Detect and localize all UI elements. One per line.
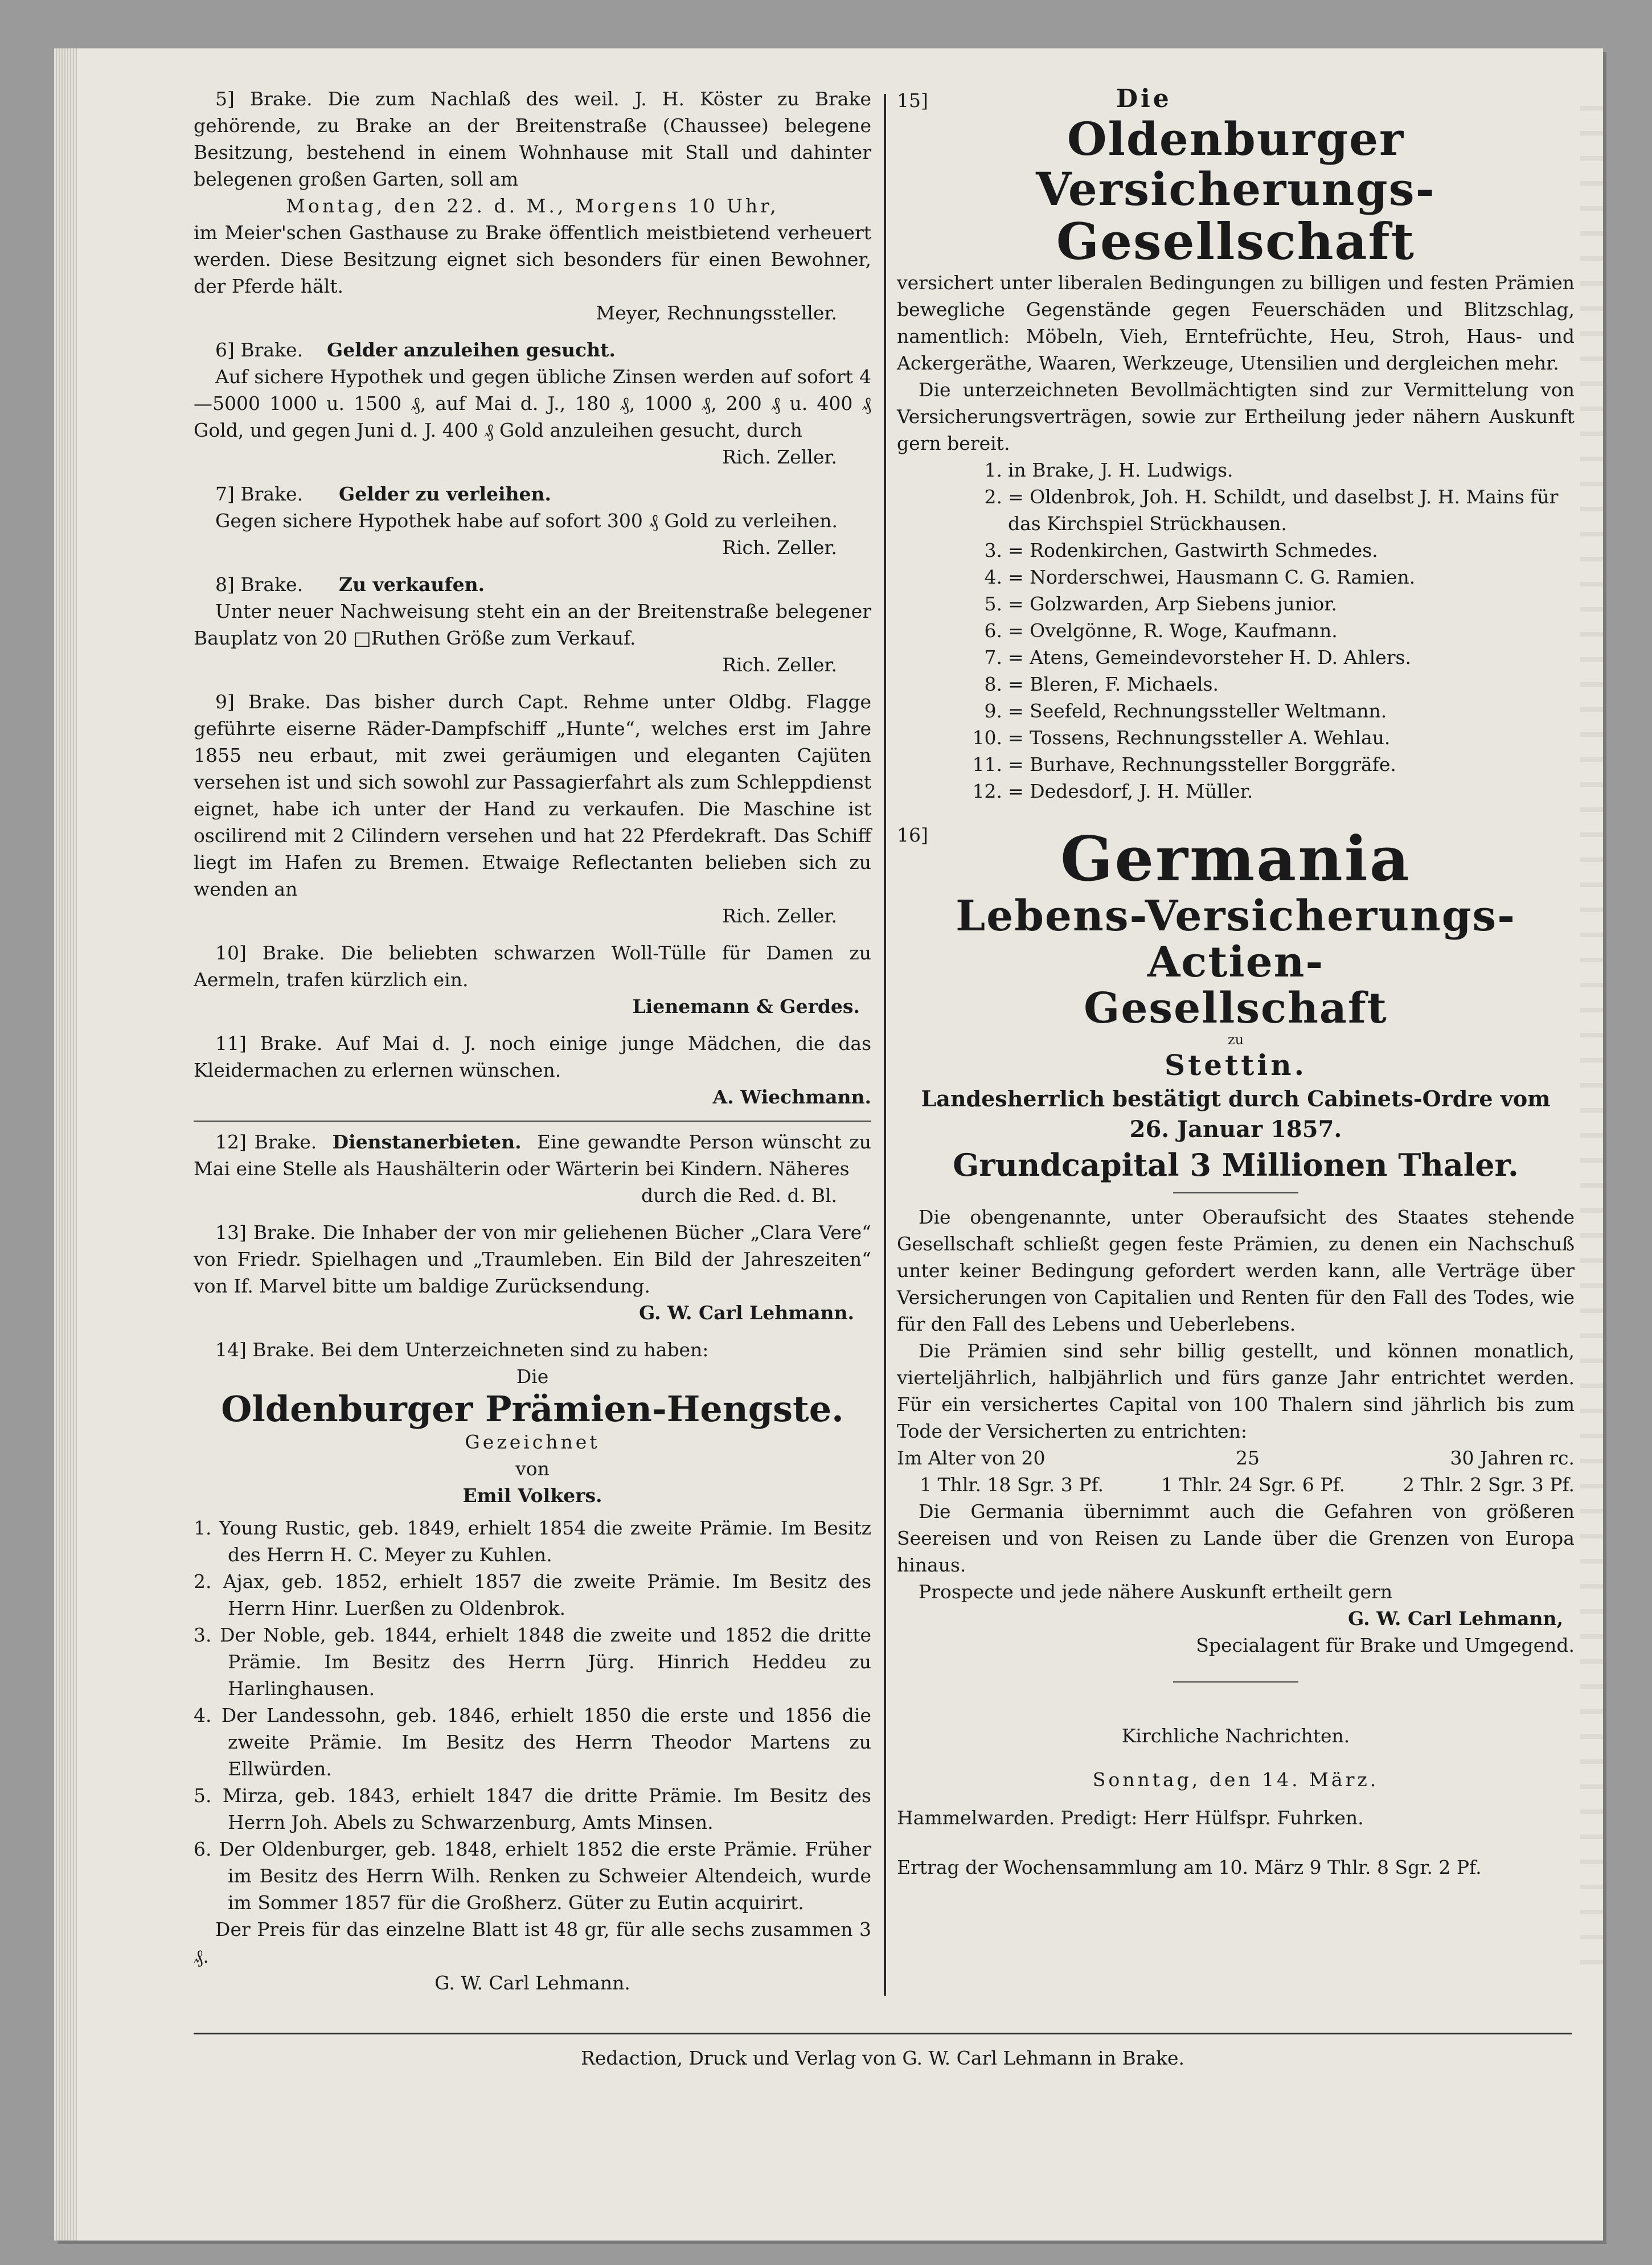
ad-16-title3: Gesellschaft xyxy=(1084,984,1388,1033)
ad-8-title: Zu verkaufen. xyxy=(339,573,485,596)
ad-11-text: 11] Brake. Auf Mai d. J. noch einige junge Mädchen, die das Kleidermachen zu erlernen wünschen. xyxy=(194,1032,871,1081)
ad-16-text: Die obengenannte, unter Oberaufsicht des Staates stehende Gesellschaft schließt gegen feste Prämien, zu denen ein Nachschuß unter keiner Bedingung gefordert werden kann, alle Verträge über Versicherungen von Capitalien und Renten für den Fall des Todes, wie für den Fall des Lebens und Ueberlebens. xyxy=(897,1206,1575,1336)
ad-6-sign: Rich. Zeller. xyxy=(722,446,837,468)
agent-item: 9. = Seefeld, Rechnungssteller Weltmann. xyxy=(984,699,1387,722)
agent-item: 4. = Norderschwei, Hausmann C. G. Ramien. xyxy=(984,565,1416,588)
separator xyxy=(1173,1192,1298,1193)
horse-item-6: 6. Der Oldenburger, geb. 1848, erhielt 1852 die erste Prämie. Früher im Besitz des Herrn Wilh. Renken zu Schweier Altendeich, wurde im Sommer 1857 für die Großherz. Güter zu Eutin acquirirt. xyxy=(194,1838,871,1914)
agent-item: 10. = Tossens, Rechnungssteller A. Wehlau. xyxy=(972,726,1391,749)
horse-item-5: 5. Mirza, geb. 1843, erhielt 1847 die dritte Prämie. Im Besitz des Herrn Joh. Abels zu Schwarzenburg, Amts Minsen. xyxy=(194,1784,871,1834)
separator xyxy=(1173,1681,1298,1683)
agent-item: 8. = Bleren, F. Michaels. xyxy=(984,672,1219,695)
ad-16-sign: G. W. Carl Lehmann, xyxy=(1348,1607,1563,1630)
ad-7 xyxy=(194,481,871,561)
ad-7-title: Gelder zu verleihen. xyxy=(339,483,552,505)
ad-16-capital: Grundcapital 3 Millionen Thaler. xyxy=(953,1146,1519,1183)
ad-16-text2: Die Prämien sind sehr billig gestellt, und können monatlich, vierteljährlich, halbjährlich und fürs ganze Jahr entrichtet werden. Für ein versichertes Capital von 100 Thalern sind jährlich bis zum Tode der Versicherten zu entrichten: xyxy=(897,1340,1575,1443)
ad-12-title: Dienstanerbieten. xyxy=(332,1131,522,1153)
ad-16-zu: zu xyxy=(1227,1031,1244,1048)
footer-rule xyxy=(194,2033,1572,2034)
ad-6-text: Auf sichere Hypothek und gegen übliche Zinsen werden auf sofort 4—5000 1000 u. 1500 ₰, auf Mai d. J., 180 ₰, 1000 ₰, 200 ₰ u. 400 ₰ Gold, und gegen Juni d. J. 400 ₰ Gold anzuleihen gesucht, durch xyxy=(194,366,871,441)
ad-8-text: Unter neuer Nachweisung steht ein an der Breitenstraße belegener Bauplatz von 20 □Ruthen Größe zum Verkauf. xyxy=(194,600,871,649)
ad-15-num: 15] xyxy=(897,89,928,112)
bleed-through-edge xyxy=(1580,85,1603,1964)
page-edge xyxy=(54,48,77,2241)
ad-9-sign: Rich. Zeller. xyxy=(722,905,837,927)
horse-item-2: 2. Ajax, geb. 1852, erhielt 1857 die zweite Prämie. Im Besitz des Herrn Hinr. Luerßen zu Oldenbrok. xyxy=(194,1570,871,1620)
ad-14-sign: G. W. Carl Lehmann. xyxy=(434,1972,630,1995)
ad-14-price: Der Preis für das einzelne Blatt ist 48 gr, für alle sechs zusammen 3 ₰. xyxy=(194,1918,871,1968)
ad-12-text: Eine gewandte Person wünscht zu Mai eine Stelle als Haushälterin oder Wärterin bei Kindern. Näheres xyxy=(194,1131,872,1180)
ad-16-text4: Prospecte und jede nähere Auskunft ertheilt gern xyxy=(919,1581,1393,1603)
horse-item-1: 1. Young Rustic, geb. 1849, erhielt 1854 die zweite Prämie. Im Besitz des Herrn H. C. Meyer zu Kuhlen. xyxy=(194,1517,871,1566)
ad-9 xyxy=(194,688,871,929)
age-row: Im Alter von 20 25 30 Jahren rc. xyxy=(897,1447,1575,1470)
ad-11-sign: A. Wiechmann. xyxy=(712,1086,871,1108)
ad-13 xyxy=(194,1219,871,1326)
church-line2: Ertrag der Wochensammlung am 10. März 9 Thlr. 8 Sgr. 2 Pf. xyxy=(897,1856,1482,1879)
ad-8 xyxy=(194,571,871,678)
ad-15-title1: Oldenburger Versicherungs- xyxy=(1036,112,1436,216)
ad-12 xyxy=(194,1129,871,1209)
horse-item-4: 4. Der Landessohn, geb. 1846, erhielt 1850 die erste und 1856 die zweite Prämie. Im Besitz des Herrn Theodor Martens zu Ellwürden. xyxy=(194,1704,871,1780)
ad-12-sign: durch die Red. d. Bl. xyxy=(641,1184,837,1207)
agent-item: 7. = Atens, Gemeindevorsteher H. D. Ahlers. xyxy=(984,646,1411,668)
ad-6 xyxy=(194,337,871,470)
agent-item: 3. = Rodenkirchen, Gastwirth Schmedes. xyxy=(984,539,1378,561)
ad-13-text: 13] Brake. Die Inhaber der von mir geliehenen Bücher „Clara Vere“ von Friedr. Spielhagen und „Traumleben. Ein Bild der Jahreszeiten“ von If. Marvel bitte um baldige Zurücksendung. xyxy=(194,1221,871,1297)
ad-8-sign: Rich. Zeller. xyxy=(722,654,837,676)
left-column xyxy=(194,85,871,2007)
ad-12-head: 12] Brake. xyxy=(215,1131,317,1153)
ad-16-date: 26. Januar 1857. xyxy=(1129,1115,1342,1143)
ad-14-von: von xyxy=(515,1458,550,1480)
ad-7-head: 7] Brake. xyxy=(215,483,304,505)
ad-5 xyxy=(194,85,871,326)
ad-5-text2: im Meier'schen Gasthause zu Brake öffentlich meistbietend verheuert werden. Diese Besitzung eignet sich besonders für einen Bewohner, der Pferde hält. xyxy=(194,221,871,297)
ad-11 xyxy=(194,1030,871,1110)
ad-10 xyxy=(194,939,871,1020)
ad-16-text3: Die Germania übernimmt auch die Gefahren von größeren Seereisen und von Reisen zu Lande über die Grenzen von Europa hinaus. xyxy=(897,1500,1575,1577)
agent-item: 6. = Ovelgönne, R. Woge, Kaufmann. xyxy=(984,619,1338,642)
ad-14 xyxy=(194,1336,871,1996)
ad-14-author: Emil Volkers. xyxy=(462,1484,602,1507)
ad-9-text: 9] Brake. Das bisher durch Capt. Rehme unter Oldbg. Flagge geführte eiserne Räder-Dampfschiff „Hunte“, welches erst im Jahre 1855 neu erbaut, mit zwei geräumigen und eleganten Cajüten versehen ist und sich sowohl zur Passagierfahrt als zum Schleppdienst eignet, habe ich unter der Hand zu verkaufen. Die Maschine ist oscilirend mit 2 Cilindern versehen und hat 22 Pferdekraft. Das Schiff liegt im Hafen zu Bremen. Etwaige Reflectanten belieben sich zu wenden an xyxy=(194,691,871,900)
ad-5-text: 5] Brake. Die zum Nachlaß des weil. J. H. Köster zu Brake gehörende, zu Brake an der Breitenstraße (Chaussee) belegene Besitzung, bestehend in einem Wohnhause mit Stall und dahinter belegenen großen Garten, soll am xyxy=(194,88,871,190)
ad-8-head: 8] Brake. xyxy=(215,573,304,596)
ad-16-num: 16] xyxy=(897,823,928,846)
church-line1: Hammelwarden. Predigt: Herr Hülfspr. Fuhrken. xyxy=(897,1807,1364,1829)
right-column xyxy=(897,85,1575,1881)
ad-16 xyxy=(897,822,1575,1659)
ad-14-die: Die xyxy=(516,1365,549,1388)
separator xyxy=(194,1121,871,1122)
ad-7-sign: Rich. Zeller. xyxy=(722,536,837,559)
ad-16-sign2: Specialagent für Brake und Umgegend. xyxy=(1196,1634,1575,1657)
ad-6-title: Gelder anzuleihen gesucht. xyxy=(327,339,616,361)
price-row: 1 Thlr. 18 Sgr. 3 Pf. 1 Thlr. 24 Sgr. 6 Pf. 2 Thlr. 2 Sgr. 3 Pf. xyxy=(920,1474,1575,1496)
ad-13-sign: G. W. Carl Lehmann. xyxy=(639,1302,854,1324)
column-divider xyxy=(884,94,886,1996)
ad-16-title1: Germania xyxy=(1060,823,1411,895)
agent-list xyxy=(897,457,1575,805)
ad-5-date: Montag, den 22. d. M., Morgens 10 Uhr, xyxy=(286,195,779,217)
ad-5-sign: Meyer, Rechnungssteller. xyxy=(596,302,837,324)
agent-item: 2. = Oldenbrok, Joh. H. Schildt, und daselbst J. H. Mains für das Kirchspiel Strückhausen. xyxy=(984,485,1559,535)
church-date: Sonntag, den 14. März. xyxy=(1092,1768,1379,1791)
ad-10-text: 10] Brake. Die beliebten schwarzen Woll-Tülle für Damen zu Aermeln, trafen kürzlich ein. xyxy=(194,942,871,991)
church-title: Kirchliche Nachrichten. xyxy=(1121,1725,1350,1747)
agent-item: 12. = Dedesdorf, J. H. Müller. xyxy=(972,779,1253,802)
ad-15-text2: Die unterzeichneten Bevollmächtigten sind zur Vermittelung von Versicherungsverträgen, sowie zur Ertheilung jeder nähern Auskunft gern bereit. xyxy=(897,378,1575,454)
ad-15-die: Die xyxy=(1116,84,1172,113)
ad-15-text: versichert unter liberalen Bedingungen zu billigen und festen Prämien bewegliche Gegenstände gegen Feuerschäden und Blitzschlag, namentlich: Möbeln, Vieh, Erntefrüchte, Heu, Stroh, Haus- und Ackergeräthe, Waaren, Werkzeuge, Utensilien und dergleichen mehr. xyxy=(897,271,1575,374)
ad-16-title2: Lebens-Versicherungs-Actien- xyxy=(956,891,1516,987)
ad-15-title2: Gesellschaft xyxy=(1056,212,1416,271)
ad-10-sign: Lienemann & Gerdes. xyxy=(632,995,860,1017)
agent-item: 1. in Brake, J. H. Ludwigs. xyxy=(984,458,1233,481)
agent-item: 5. = Golzwarden, Arp Siebens junior. xyxy=(984,592,1337,615)
horse-item-3: 3. Der Noble, geb. 1844, erhielt 1848 die zweite und 1852 die dritte Prämie. Im Besitz des Herrn Jürg. Hinrich Heddeu zu Harlinghausen. xyxy=(194,1624,872,1700)
ad-7-text: Gegen sichere Hypothek habe auf sofort 300 ₰ Gold zu verleihen. xyxy=(215,510,838,532)
imprint-footer: Redaction, Druck und Verlag von G. W. Carl Lehmann in Brake. xyxy=(580,2047,1185,2069)
ad-14-text: 14] Brake. Bei dem Unterzeichneten sind zu haben: xyxy=(215,1339,709,1361)
ad-15 xyxy=(897,85,1575,805)
church-news xyxy=(897,1722,1575,1881)
ad-6-head: 6] Brake. xyxy=(215,339,304,361)
agent-item: 11. = Burhave, Rechnungssteller Borggräfe. xyxy=(972,753,1396,775)
ad-16-confirm: Landesherrlich bestätigt durch Cabinets-Ordre vom xyxy=(921,1085,1551,1111)
ad-16-city: Stettin. xyxy=(1165,1048,1307,1082)
ad-14-gez: Gezeichnet xyxy=(465,1431,600,1454)
ad-14-title: Oldenburger Prämien-Hengste. xyxy=(221,1388,844,1430)
